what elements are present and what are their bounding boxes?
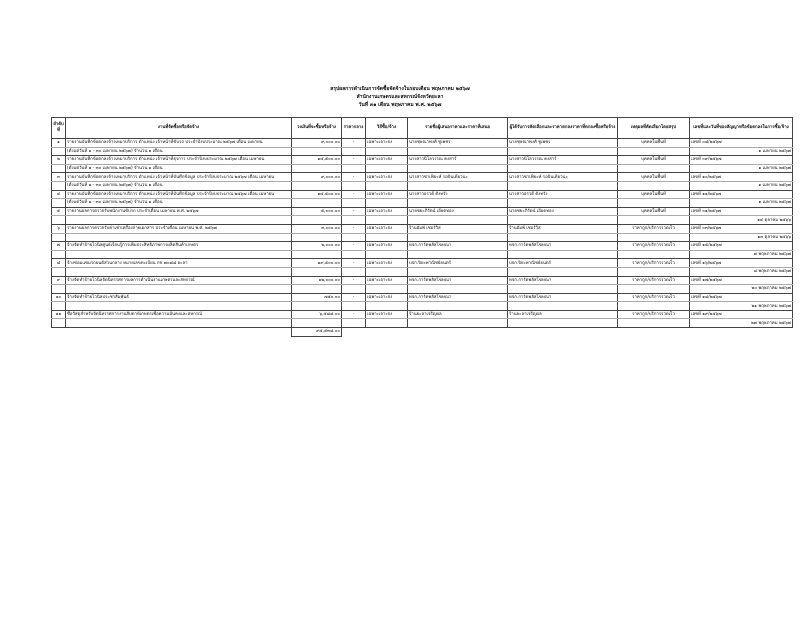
empty-cell (292, 199, 342, 208)
empty-cell (408, 147, 508, 156)
cell-task: จ้างจัดทำป้ายไวนิลจัดนิทรรศการผลการดำเนินงานเกษตรและสหกรณ์ (66, 276, 292, 285)
col-header: ลำดับที่ (52, 118, 66, 139)
cell-median: - (342, 139, 366, 148)
empty-cell (52, 285, 66, 294)
empty-cell (292, 216, 342, 225)
cell-method: เฉพาะเจาะจง (366, 310, 408, 319)
empty-cell (52, 199, 66, 208)
empty-cell (618, 199, 690, 208)
cell-winner: นางสาวซาเฟียะห์ รอบินเดียวนะ (508, 173, 618, 182)
cell-method: เฉพาะเจาะจง (366, 259, 408, 268)
cell-bidder: หจก.การ์ดพลัสโฆษณา (408, 276, 508, 285)
cell-contract: เลขที่ ๑๖/๒๕๖๗ (690, 259, 793, 268)
table-row (52, 207, 793, 216)
cell-method: เฉพาะเจาะจง (366, 156, 408, 165)
cell-median: - (342, 173, 366, 182)
cell-task-detail (66, 319, 292, 328)
cell-bidder: บจก.ปิยะพาณิชย์ยนตร์ (408, 259, 508, 268)
empty-cell (366, 250, 408, 259)
cell-task-detail: (ตั้งแต่วันที่ ๑ - ๓๐ เมษายน ๒๕๖๗) จำนวน ๑ เดือน (66, 147, 292, 156)
cell-median: - (342, 190, 366, 199)
col-header: งานที่จัดซื้อหรือจัดจ้าง (66, 118, 292, 139)
cell-no: ๓ (52, 173, 66, 182)
cell-reason: ราคาถูก/บริการรวดเร็ว (618, 293, 690, 302)
empty-cell (52, 181, 66, 190)
cell-median: - (342, 156, 366, 165)
cell-task: รายงานผลการตรวจรับพนักงานขับรถ ประจำเดือน เมษายน พ.ศ. ๒๕๖๗ (66, 207, 292, 216)
cell-budget: ๓,๐๐๐.๐๐ (292, 224, 342, 233)
cell-bidder: หจก.การ์ดพลัสโฆษณา (408, 242, 508, 251)
cell-budget: ๙,๐๐๐.๐๐ (292, 173, 342, 182)
table-row-continuation (52, 319, 793, 328)
empty-cell (366, 147, 408, 156)
cell-winner: ร้านยะลาเจริญผล (508, 310, 618, 319)
cell-contract-date: ๗ พฤษภาคม ๒๕๖๗ (690, 250, 793, 259)
cell-contract-date: ๑ เมษายน ๒๕๖๗ (690, 181, 793, 190)
cell-reason: บุคคลในพื้นที่ (618, 156, 690, 165)
cell-task: รายงานบันทึกข้อตกลงจ้างเหมาบริการ ตำแหน่ง เจ้าหน้าที่ธุรการ ประจำปีงบประมาณ ๒๕๖๗ เดือน เมษายน (66, 156, 292, 165)
cell-contract-date: ๑ เมษายน ๒๕๖๗ (690, 147, 793, 156)
table-row (52, 242, 793, 251)
table-row-continuation (52, 216, 793, 225)
report-title: สรุปผลการดำเนินการจัดซื้อจัดจ้างในรอบเดือน พฤษภาคม ๒๕๖๗ (330, 86, 470, 92)
empty-cell (342, 181, 366, 190)
cell-method: เฉพาะเจาะจง (366, 293, 408, 302)
empty-cell (618, 147, 690, 156)
cell-method: เฉพาะเจาะจง (366, 139, 408, 148)
empty-cell (366, 319, 408, 328)
cell-reason: ราคาถูก/บริการรวดเร็ว (618, 242, 690, 251)
table-row (52, 224, 793, 233)
empty-cell (508, 199, 618, 208)
cell-median: - (342, 224, 366, 233)
empty-cell (366, 181, 408, 190)
empty-cell (366, 164, 408, 173)
cell-budget: ๑๒,๐๐๐.๐๐ (292, 276, 342, 285)
empty-cell (508, 250, 618, 259)
col-header: วงเงินที่จะซื้อหรือจ้าง (292, 118, 342, 139)
cell-contract: เลขที่ ๐๓/๒๕๖๗ (690, 224, 793, 233)
cell-winner: หจก.การ์ดพลัสโฆษณา (508, 293, 618, 302)
empty-cell (342, 302, 366, 311)
cell-contract-date: ๑๔ ตุลาคม ๒๕๖๖ (690, 216, 793, 225)
cell-task: รายงานบันทึกข้อตกลงจ้างเหมาบริการ ตำแหน่ง เจ้าหน้าที่บันทึกข้อมูล ประจำปีงบประมาณ ๒๕๖๗ เดือน เมษายน (66, 173, 292, 182)
empty-cell (508, 164, 618, 173)
cell-contract-date: ๒๐ พฤษภาคม ๒๕๖๗ (690, 285, 793, 294)
cell-bidder: หจก.การ์ดพลัสโฆษณา (408, 293, 508, 302)
empty-cell (408, 199, 508, 208)
table-row-continuation (52, 233, 793, 242)
empty-cell (342, 250, 366, 259)
cell-task: รายงานผลการตรวจรับค่าเช่าเครื่องถ่ายเอกสาร ประจำเดือน เมษายน พ.ศ. ๒๕๖๗ (66, 224, 292, 233)
empty-cell (408, 267, 508, 276)
col-header: วิธีซื้อ/จ้าง (366, 118, 408, 139)
table-row-continuation (52, 302, 793, 311)
cell-no: ๕ (52, 207, 66, 216)
total-row (52, 328, 793, 337)
cell-median: - (342, 310, 366, 319)
cell-method: เฉพาะเจาะจง (366, 190, 408, 199)
empty-cell (292, 267, 342, 276)
cell-task: จ้างจัดทำป้ายไวนิลประชาสัมพันธ์ (66, 293, 292, 302)
table-row-continuation (52, 164, 793, 173)
empty-cell (366, 233, 408, 242)
empty-cell (292, 302, 342, 311)
cell-bidder: นางสาวอรวดี ดังทรัง (408, 190, 508, 199)
cell-median: - (342, 259, 366, 268)
table-row (52, 190, 793, 199)
cell-median: - (342, 276, 366, 285)
empty-cell (408, 233, 508, 242)
empty-cell (366, 285, 408, 294)
empty-cell (292, 319, 342, 328)
cell-contract: เลขที่ ๑๐/๒๕๖๗ (690, 173, 793, 182)
cell-reason: บุคคลในพื้นที่ (618, 190, 690, 199)
table-row (52, 293, 793, 302)
empty-cell (342, 319, 366, 328)
report-date: วันที่ ๓๑ เดือน พฤษภาคม พ.ศ. ๒๕๖๗ (358, 102, 442, 108)
cell-no: ๑ (52, 139, 66, 148)
table-row (52, 156, 793, 165)
empty-cell (366, 302, 408, 311)
cell-winner: นางสาวอรวดี ดังทรัง (508, 190, 618, 199)
table-row-continuation (52, 199, 793, 208)
empty-cell (342, 199, 366, 208)
cell-bidder: นายชยะภิรัตน์ เอียดทอง (408, 207, 508, 216)
cell-reason: ราคาถูก/บริการรวดเร็ว (618, 310, 690, 319)
empty-cell (342, 285, 366, 294)
empty-cell (508, 302, 618, 311)
empty-cell (292, 164, 342, 173)
empty-cell (408, 164, 508, 173)
cell-contract: เลขที่ ๑๑/๒๕๖๗ (690, 190, 793, 199)
empty-cell (292, 181, 342, 190)
cell-contract: เลขที่ ๑๘/๒๕๖๗ (690, 293, 793, 302)
cell-reason: บุคคลในพื้นที่ (618, 139, 690, 148)
empty-cell (366, 267, 408, 276)
cell-bidder: นางสาวนิโลวรรณ คงสาร์ (408, 156, 508, 165)
office-name: สำนักงานเกษตรและสหกรณ์จังหวัดยะลา (356, 94, 444, 100)
cell-task: รายงานบันทึกข้อตกลงจ้างเหมาบริการ ตำแหน่ง เจ้าหน้าที่บันทึกข้อมูล ประจำปีงบประมาณ ๒๕๖๗ เดือน เมษายน (66, 190, 292, 199)
cell-winner: นางสาวนิโลวรรณ คงสาร์ (508, 156, 618, 165)
procurement-table (51, 117, 793, 337)
cell-no: ๗ (52, 242, 66, 251)
cell-bidder: ร้านยะลาเจริญผล (408, 310, 508, 319)
cell-contract: เลขที่ ๑๗/๒๕๖๗ (690, 276, 793, 285)
cell-winner: นายชยะภิรัตน์ เอียดทอง (508, 207, 618, 216)
cell-contract-date: ๑๓ ตุลาคม ๒๕๖๖ (690, 233, 793, 242)
cell-task: ซื้อวัสดุสำหรับจัดนิทรรศการงานสัปดาห์เกษตรเพื่อความมั่นคงและสหกรณ์ (66, 310, 292, 319)
cell-contract-date: ๘ พฤษภาคม ๒๕๖๗ (690, 267, 793, 276)
col-header: เหตุผลที่คัดเลือกโดยสรุป (618, 118, 690, 139)
cell-task: จ้างซ่อมแซมรถยนต์ส่วนกลาง หมายเลขทะเบียน กข ๗๐๘๘ ยะลา (66, 259, 292, 268)
table-row (52, 310, 793, 319)
cell-task-detail (66, 285, 292, 294)
table-row-continuation (52, 285, 793, 294)
empty-cell (52, 267, 66, 276)
cell-no: ๑๐ (52, 293, 66, 302)
cell-budget: ๑๔,๕๐๐.๐๐ (292, 156, 342, 165)
col-header: เลขที่และวันที่ของสัญญาหรือข้อตกลงในการซื้อ/จ้าง (690, 118, 793, 139)
cell-bidder: นายชุษณาพงศ์ ชูเพชร (408, 139, 508, 148)
empty-cell (618, 250, 690, 259)
cell-winner: บจก.ปิยะพาณิชย์ยนตร์ (508, 259, 618, 268)
empty-cell (618, 233, 690, 242)
empty-cell (408, 181, 508, 190)
cell-no: ๑๑ (52, 310, 66, 319)
cell-task-detail (66, 267, 292, 276)
cell-contract-date: ๒๑ พฤษภาคม ๒๕๖๗ (690, 302, 793, 311)
cell-median: - (342, 207, 366, 216)
cell-winner: ร้านอัมพ์ เซอร์วิส (508, 224, 618, 233)
cell-task-detail (66, 302, 292, 311)
cell-task-detail (66, 216, 292, 225)
cell-budget: ๖,๕๘๘.๐๐ (292, 310, 342, 319)
col-header: ผู้ได้รับการคัดเลือกและราคาตกลงราคาที่ตกลงซื้อหรือจ้าง (508, 118, 618, 139)
empty-cell (508, 233, 618, 242)
empty-cell (52, 233, 66, 242)
cell-task-detail: (ตั้งแต่วันที่ ๑ - ๓๐ เมษายน ๒๕๖๗) จำนวน ๑ เดือน (66, 181, 292, 190)
cell-contract-date: ๑ เมษายน ๒๕๖๗ (690, 164, 793, 173)
cell-task-detail (66, 233, 292, 242)
cell-winner: หจก.การ์ดพลัสโฆษณา (508, 276, 618, 285)
empty-cell (508, 216, 618, 225)
total-amount: ๙๕,๕๓๘.๐๐ (292, 328, 342, 337)
empty-cell (618, 267, 690, 276)
table-row-continuation (52, 147, 793, 156)
cell-budget: ๑๔,๕๐๐.๐๐ (292, 190, 342, 199)
empty-cell (342, 267, 366, 276)
empty-cell (618, 216, 690, 225)
empty-cell (618, 181, 690, 190)
empty-cell (52, 147, 66, 156)
cell-task: จ้างจัดทำป้ายไวนิลศูนย์เรียนรู้การเพิ่มประสิทธิภาพการผลิตสินค้าเกษตร (66, 242, 292, 251)
table-row (52, 173, 793, 182)
empty-cell (408, 302, 508, 311)
cell-task: รายงานบันทึกข้อตกลงจ้างเหมาบริการ ตำแหน่ง เจ้าหน้าที่ขับรถ ประจำปีงบประมาณ ๒๕๖๗ เดือน เมษายน (66, 139, 292, 148)
empty-cell (618, 319, 690, 328)
empty-cell (508, 147, 618, 156)
cell-no: ๒ (52, 156, 66, 165)
table-row (52, 276, 793, 285)
cell-contract-date: ๒๗ พฤษภาคม ๒๕๖๗ (690, 319, 793, 328)
cell-budget: ๗๕๐.๐๐ (292, 293, 342, 302)
cell-no: ๙ (52, 276, 66, 285)
cell-task-detail (66, 250, 292, 259)
empty-cell (292, 233, 342, 242)
empty-cell (408, 216, 508, 225)
empty-cell (618, 164, 690, 173)
empty-cell (508, 181, 618, 190)
empty-cell (52, 216, 66, 225)
empty-cell (508, 319, 618, 328)
cell-no: ๘ (52, 259, 66, 268)
cell-budget: ๙,๐๐๐.๐๐ (292, 139, 342, 148)
cell-contract: เลขที่ ๐๙/๒๕๖๗ (690, 156, 793, 165)
cell-reason: ราคาถูก/บริการรวดเร็ว (618, 224, 690, 233)
cell-median: - (342, 242, 366, 251)
empty-cell (292, 285, 342, 294)
table-row (52, 139, 793, 148)
cell-budget: ๑๙,๕๐๐.๐๐ (292, 259, 342, 268)
cell-winner: หจก.การ์ดพลัสโฆษณา (508, 242, 618, 251)
cell-method: เฉพาะเจาะจง (366, 276, 408, 285)
cell-task-detail: (ตั้งแต่วันที่ ๑ - ๓๐ เมษายน ๒๕๖๗) จำนวน ๑ เดือน (66, 164, 292, 173)
cell-reason: บุคคลในพื้นที่ (618, 173, 690, 182)
empty-cell (508, 285, 618, 294)
cell-no: ๔ (52, 190, 66, 199)
empty-cell (52, 164, 66, 173)
col-header: รายชื่อผู้เสนอราคาและราคาที่เสนอ (408, 118, 508, 139)
empty-cell (408, 250, 508, 259)
empty-cell (292, 147, 342, 156)
empty-cell (342, 147, 366, 156)
empty-cell (52, 250, 66, 259)
cell-reason: ราคาถูก/บริการรวดเร็ว (618, 259, 690, 268)
cell-contract: เลขที่ ๐๘/๒๕๖๗ (690, 139, 793, 148)
cell-task-detail: (ตั้งแต่วันที่ ๑ - ๓๐ เมษายน ๒๕๖๗) จำนวน ๑ เดือน (66, 199, 292, 208)
col-header: ราคากลาง (342, 118, 366, 139)
empty-cell (408, 285, 508, 294)
empty-cell (618, 285, 690, 294)
cell-method: เฉพาะเจาะจง (366, 207, 408, 216)
cell-bidder: นางสาวซาเฟียะห์ รอบินเดียวนะ (408, 173, 508, 182)
empty-cell (366, 216, 408, 225)
cell-method: เฉพาะเจาะจง (366, 173, 408, 182)
table-row-continuation (52, 250, 793, 259)
table-header-row (52, 118, 793, 139)
empty-cell (366, 199, 408, 208)
cell-budget: ๒,๐๐๐.๐๐ (292, 242, 342, 251)
cell-winner: นายชุษณาพงศ์ ชูเพชร (508, 139, 618, 148)
cell-reason: บุคคลในพื้นที่ (618, 207, 690, 216)
cell-contract: เลขที่ ๑๙/๒๕๖๗ (690, 310, 793, 319)
cell-median: - (342, 293, 366, 302)
empty-cell (342, 164, 366, 173)
empty-cell (408, 319, 508, 328)
empty-cell (342, 233, 366, 242)
cell-contract-date: ๑ เมษายน ๒๕๖๗ (690, 199, 793, 208)
empty-cell (52, 302, 66, 311)
cell-reason: ราคาถูก/บริการรวดเร็ว (618, 276, 690, 285)
cell-bidder: ร้านอัมพ์ เซอร์วิส (408, 224, 508, 233)
cell-contract: เลขที่ ๐๑/๒๕๖๗ (690, 207, 793, 216)
cell-contract: เลขที่ ๑๕/๒๕๖๗ (690, 242, 793, 251)
cell-method: เฉพาะเจาะจง (366, 242, 408, 251)
empty-cell (508, 267, 618, 276)
empty-cell (52, 319, 66, 328)
table-row-continuation (52, 181, 793, 190)
cell-budget: ๕,๐๐๐.๐๐ (292, 207, 342, 216)
table-row-continuation (52, 267, 793, 276)
table-row (52, 259, 793, 268)
empty-cell (618, 302, 690, 311)
cell-method: เฉพาะเจาะจง (366, 224, 408, 233)
empty-cell (342, 216, 366, 225)
cell-no: ๖ (52, 224, 66, 233)
empty-cell (292, 250, 342, 259)
